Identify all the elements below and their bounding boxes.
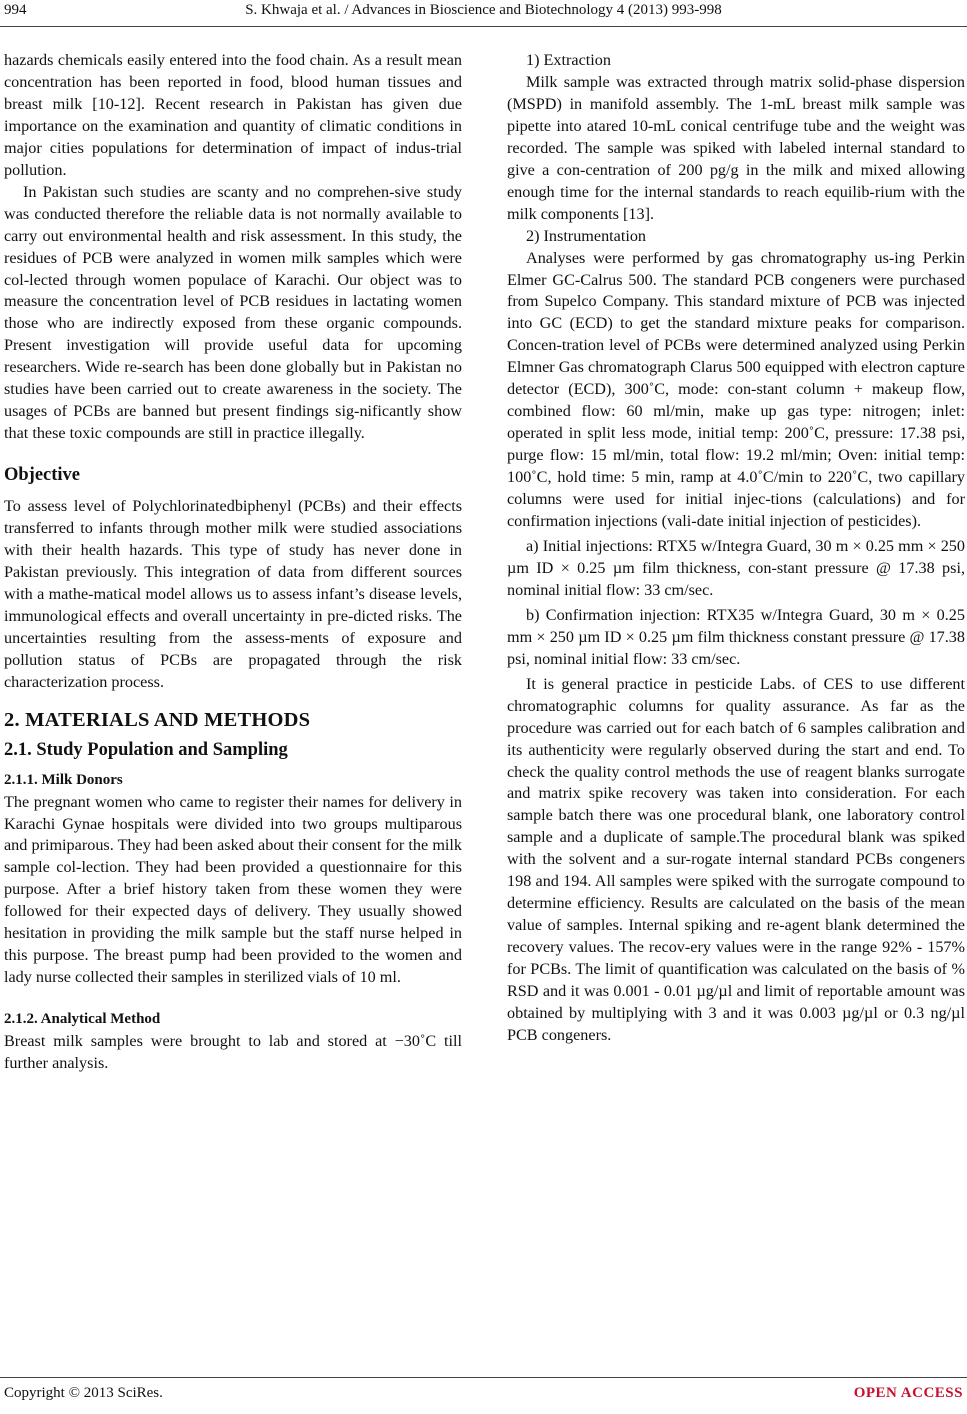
- paragraph: Milk sample was extracted through matrix solid-phase dispersion (MSPD) in manifold assembly. The 1-mL breast milk sample was pipette into atared 10-mL conical centrifuge tube and the weight was recorded. The sample was spiked with labeled internal standard to give a con-centration of 200 pg/g in the milk and mixed allowing enough time for the internal standards to reach equilib-rium with the milk components [13].: [507, 72, 965, 223]
- open-access-badge: OPEN ACCESS: [853, 1385, 963, 1401]
- paragraph: a) Initial injections: RTX5 w/Integra Guard, 30 m × 0.25 mm × 250 µm ID × 0.25 µm film thickness, con-stant pressure @ 17.38 psi, nominal initial flow: 33 cm/sec.: [507, 536, 965, 599]
- page-header: [0, 0, 967, 30]
- header-rule: [0, 26, 967, 27]
- running-title: S. Khwaja et al. / Advances in Bioscience and Biotechnology 4 (2013) 993-998: [245, 2, 722, 18]
- page-footer: [0, 1377, 967, 1407]
- section-heading-materials-methods: 2. MATERIALS AND METHODS: [4, 708, 311, 731]
- paragraph: b) Confirmation injection: RTX35 w/Integra Guard, 30 m × 0.25 mm × 250 µm ID × 0.25 µm film thickness constant pressure @ 17.38 psi, nominal initial flow: 33 cm/sec.: [507, 605, 965, 668]
- paragraph: Breast milk samples were brought to lab and stored at −30˚C till further analysis.: [4, 1032, 462, 1073]
- page-number: 994: [4, 2, 27, 18]
- subsubsection-heading-analytical-method: 2.1.2. Analytical Method: [4, 1011, 161, 1028]
- paragraph: To assess level of Polychlorinatedbiphenyl (PCBs) and their effects transferred to infants through mother milk were studied associations with their health hazards. This type of study has never done in Pakistan previously. This integration of data from different sources with a mathe-matical model allows us to assess infant’s disease levels, immunological effects and overall uncertainty in pre-dicted risks. The uncertainties resulting from the assess-ments of exposure and pollution status of PCBs are propagated through the risk characterization process.: [4, 497, 462, 691]
- paragraph: Analyses were performed by gas chromatography us-ing Perkin Elmer GC-Calrus 500. The standard PCB congeners were purchased from Supelco Company. This standard mixture of PCB was injected into GC (ECD) to get the standard mixture peaks for comparison. Concen-tration level of PCBs were determined analyzed using Perkin Elmner Gas chromatograph Clarus 500 equipped with electron capture detector (ECD), 300˚C, mode: con-stant column + makeup flow, combined flow: 60 ml/min, make up gas type: nitrogen; inlet: operated in split less mode, initial temp: 200˚C, pressure: 17.38 psi, purge flow: 15 ml/min, total flow: 19.2 ml/min; Oven: initial temp: 100˚C, hold time: 5 min, ramp at 4.0˚C/min to 220˚C, two capillary columns were used for initial injec-tions (calculations) and for confirmation injections (vali-date initial injection of pesticides).: [507, 248, 965, 531]
- paragraph: In Pakistan such studies are scanty and no comprehen-sive study was conducted therefore the reliable data is not normally available to carry out environmental health and risk assessment. In this study, the residues of PCB were analyzed in women milk samples which were col-lected through women populace of Karachi. Our object was to measure the concentration level of PCB residues in lactating women those who are indirectly exposed from these organic compounds. Present investigation will provide useful data for upcoming researchers. Wide re-search has been done globally but in Pakistan no studies have been carried out to create awareness in the society. The usages of PCBs are banned but present findings sig-nificantly show that these toxic compounds are still in practice illegally.: [4, 182, 462, 443]
- paragraph: hazards chemicals easily entered into the food chain. As a result mean concentration has been reported in food, blood human tissues and breast milk [10-12]. Recent research in Pakistan has given due importance on the examination and quantity of climatic conditions in major cities populations for determination of impact of indus-trial pollution.: [4, 51, 462, 179]
- subsubsection-heading-milk-donors: 2.1.1. Milk Donors: [4, 771, 123, 788]
- subsection-heading-study-population: 2.1. Study Population and Sampling: [4, 739, 288, 760]
- right-column: [507, 50, 965, 1047]
- copyright-notice: Copyright © 2013 SciRes.: [4, 1385, 163, 1401]
- footer-rule: [0, 1377, 967, 1378]
- paragraph: The pregnant women who came to register their names for delivery in Karachi Gynae hospitals were divided into two groups multiparous and primiparous. They had been asked about their consent for the milk sample col-lection. They had been provided a questionnaire for this purpose. After a brief history taken from these women they were followed for their expected days of delivery. They usually showed hesitation in providing the milk sample but the staff nurse helped in this purpose. The breast pump had been provided to the women and lady nurse collected their samples in sterilized vials of 10 ml.: [4, 792, 462, 987]
- paragraph: It is general practice in pesticide Labs. of CES to use different chromatographic columns for quality assurance. As far as the procedure was carried out for each batch of 6 samples calibration and its authenticity were regularly observed during the start and end. To check the quality control methods the use of reagent blanks surrogate and matrix spike recovery was taken into consideration. For each sample batch there was one procedural blank, one laboratory control sample and a duplicate of sample.The procedural blank was spiked with the solvent and a sur-rogate internal standard PCBs congeners 198 and 194. All samples were spiked with the surrogate compound to determine efficiency. Results are calculated on the basis of the mean value of samples. Internal spiking and re-agent blank determined the recovery values. The recov-ery values were in the range 92% - 157% for PCBs. The limit of quantification was calculated on the basis of % RSD and it was 0.001 - 0.01 µg/µl and limit of reportable amount was obtained by multiplying with 3 and it was 0.003 µg/µl or 0.3 ng/µl PCB congeners.: [507, 674, 965, 1044]
- left-column: [4, 50, 462, 1075]
- paragraph-label-extraction: 1) Extraction: [526, 51, 611, 69]
- section-heading-objective: Objective: [4, 465, 81, 486]
- paragraph-label-instrumentation: 2) Instrumentation: [526, 226, 647, 245]
